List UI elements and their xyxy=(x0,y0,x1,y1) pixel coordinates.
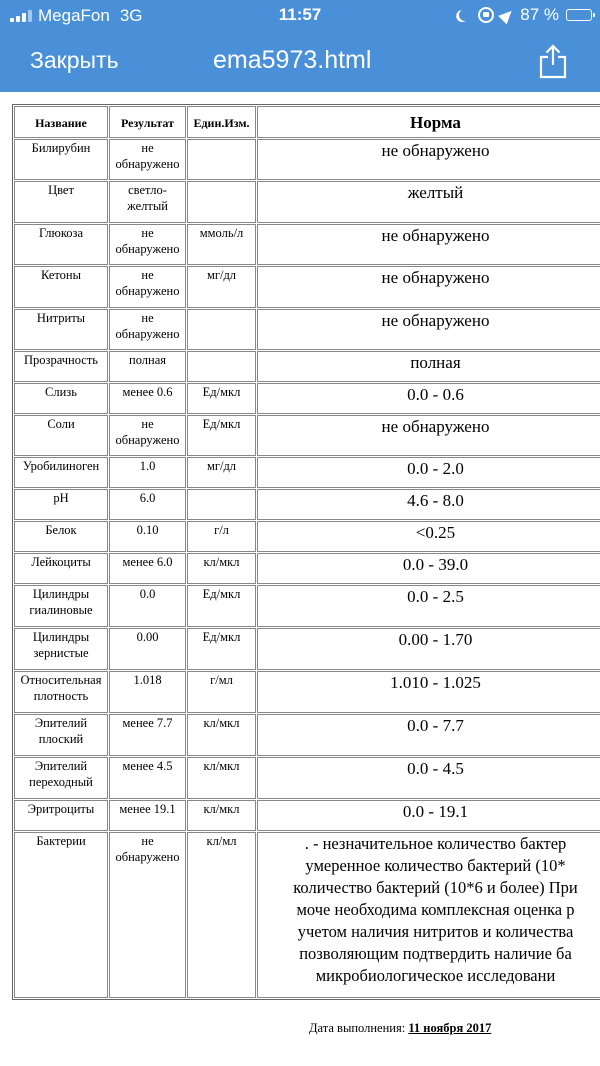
norm-text-line: . - незначительное количество бактер xyxy=(304,834,567,853)
cell-name: Белок xyxy=(14,521,108,552)
cell-unit: мг/дл xyxy=(187,457,256,488)
cell-norm: 0.0 - 0.6 xyxy=(257,383,600,414)
moon-icon xyxy=(458,7,473,22)
cell-name: Глюкоза xyxy=(14,224,108,265)
cell-norm: 0.0 - 2.0 xyxy=(257,457,600,488)
cell-result: не обнаружено xyxy=(109,832,186,998)
status-bar xyxy=(0,0,600,32)
cell-name: Цвет xyxy=(14,181,108,223)
cell-result: 0.10 xyxy=(109,521,186,552)
carrier-name: MegaFon xyxy=(38,6,110,25)
cell-unit: г/л xyxy=(187,521,256,552)
battery-icon xyxy=(566,9,592,21)
table-row xyxy=(14,457,600,488)
results-table xyxy=(12,104,600,1000)
cell-result: не обнаружено xyxy=(109,309,186,350)
cell-result: не обнаружено xyxy=(109,224,186,265)
table-row xyxy=(14,585,600,627)
cell-unit: Ед/мкл xyxy=(187,628,256,670)
cell-result: не обнаружено xyxy=(109,415,186,456)
cell-result: менее 0.6 xyxy=(109,383,186,414)
document-view[interactable] xyxy=(0,92,600,1066)
cell-name: Лейкоциты xyxy=(14,553,108,584)
cell-norm: не обнаружено xyxy=(257,309,600,350)
cell-norm: не обнаружено xyxy=(257,139,600,180)
column-header-norm: Норма xyxy=(257,106,600,138)
completion-date-label: Дата выполнения: xyxy=(309,1021,406,1035)
table-row xyxy=(14,553,600,584)
cell-name: Соли xyxy=(14,415,108,456)
table-row xyxy=(14,383,600,414)
norm-text-line: умеренное количество бактерий (10* xyxy=(305,856,566,875)
battery-percent: 87 % xyxy=(520,5,559,24)
completion-date-value: 11 ноября 2017 xyxy=(408,1021,492,1035)
cell-norm: 0.0 - 39.0 xyxy=(257,553,600,584)
cell-unit: кл/мкл xyxy=(187,553,256,584)
cell-name: Относительная плотность xyxy=(14,671,108,713)
cell-unit xyxy=(187,139,256,180)
cell-norm: полная xyxy=(257,351,600,382)
cell-name: Билирубин xyxy=(14,139,108,180)
table-header-row xyxy=(14,106,600,138)
table-row xyxy=(14,351,600,382)
location-arrow-icon xyxy=(498,6,516,24)
norm-text-line: моче необходима комплексная оценка р xyxy=(296,900,575,919)
close-button[interactable]: Закрыть xyxy=(30,47,119,73)
cell-name: Прозрачность xyxy=(14,351,108,382)
cell-result: полная xyxy=(109,351,186,382)
cell-unit: г/мл xyxy=(187,671,256,713)
cell-unit: мг/дл xyxy=(187,266,256,308)
cell-result: менее 4.5 xyxy=(109,757,186,799)
cell-unit: кл/мкл xyxy=(187,714,256,756)
cell-unit xyxy=(187,489,256,520)
cell-result: светло-желтый xyxy=(109,181,186,223)
table-row xyxy=(14,757,600,799)
cell-result: 1.018 xyxy=(109,671,186,713)
table-row xyxy=(14,415,600,456)
cell-name: Цилиндры зернистые xyxy=(14,628,108,670)
norm-text-line: учетом наличия нитритов и количества xyxy=(297,922,574,941)
cell-unit: Ед/мкл xyxy=(187,415,256,456)
cell-unit: ммоль/л xyxy=(187,224,256,265)
cell-unit xyxy=(187,309,256,350)
cell-norm: желтый xyxy=(257,181,600,223)
cell-result: не обнаружено xyxy=(109,139,186,180)
cell-result: 6.0 xyxy=(109,489,186,520)
document-title: ema5973.html xyxy=(213,46,372,74)
cell-norm: 0.0 - 4.5 xyxy=(257,757,600,799)
cell-norm: не обнаружено xyxy=(257,224,600,265)
cell-name: Бактерии xyxy=(14,832,108,998)
share-icon[interactable] xyxy=(537,43,569,79)
cell-norm: не обнаружено xyxy=(257,415,600,456)
cell-norm: 4.6 - 8.0 xyxy=(257,489,600,520)
cell-norm: не обнаружено xyxy=(257,266,600,308)
table-row xyxy=(14,800,600,831)
cell-result: менее 6.0 xyxy=(109,553,186,584)
cell-norm: 1.010 - 1.025 xyxy=(257,671,600,713)
cell-unit xyxy=(187,181,256,223)
norm-text-line: позволяющим подтвердить наличие ба xyxy=(299,944,572,963)
cell-norm: <0.25 xyxy=(257,521,600,552)
network-type: 3G xyxy=(119,6,143,25)
cell-norm: 0.0 - 2.5 xyxy=(257,585,600,627)
cell-name: Эпителий плоский xyxy=(14,714,108,756)
completion-date xyxy=(309,1021,491,1036)
cell-norm xyxy=(257,832,600,998)
column-header-result: Результат xyxy=(109,106,186,138)
table-row xyxy=(14,224,600,265)
norm-text-line: количество бактерий (10*6 и более) При xyxy=(293,878,578,897)
cell-name: Нитриты xyxy=(14,309,108,350)
table-row xyxy=(14,832,600,998)
cell-unit: кл/мкл xyxy=(187,800,256,831)
cell-result: менее 7.7 xyxy=(109,714,186,756)
cell-name: pH xyxy=(14,489,108,520)
rotation-lock-icon xyxy=(478,7,494,23)
cell-norm: 0.0 - 19.1 xyxy=(257,800,600,831)
table-row xyxy=(14,671,600,713)
cell-name: Кетоны xyxy=(14,266,108,308)
cell-unit: кл/мл xyxy=(187,832,256,998)
cell-result: 0.0 xyxy=(109,585,186,627)
cell-name: Слизь xyxy=(14,383,108,414)
norm-text-line: микробиологическое исследовани xyxy=(315,966,556,985)
cell-name: Уробилиноген xyxy=(14,457,108,488)
cell-result: не обнаружено xyxy=(109,266,186,308)
table-row xyxy=(14,628,600,670)
cell-unit: кл/мкл xyxy=(187,757,256,799)
cell-result: 0.00 xyxy=(109,628,186,670)
cell-name: Эритроциты xyxy=(14,800,108,831)
cell-name: Эпителий переходный xyxy=(14,757,108,799)
table-row xyxy=(14,139,600,180)
column-header-unit: Един.Изм. xyxy=(187,106,256,138)
table-row xyxy=(14,266,600,308)
table-row xyxy=(14,309,600,350)
cell-unit: Ед/мкл xyxy=(187,383,256,414)
status-time: 11:57 xyxy=(278,5,322,24)
cell-result: 1.0 xyxy=(109,457,186,488)
table-row xyxy=(14,489,600,520)
table-row xyxy=(14,521,600,552)
cell-result: менее 19.1 xyxy=(109,800,186,831)
cell-unit: Ед/мкл xyxy=(187,585,256,627)
cell-unit xyxy=(187,351,256,382)
table-row xyxy=(14,714,600,756)
table-row xyxy=(14,181,600,223)
cell-norm: 0.0 - 7.7 xyxy=(257,714,600,756)
cell-norm: 0.00 - 1.70 xyxy=(257,628,600,670)
cell-name: Цилиндры гиалиновые xyxy=(14,585,108,627)
navigation-bar xyxy=(0,32,600,92)
column-header-name: Название xyxy=(14,106,108,138)
